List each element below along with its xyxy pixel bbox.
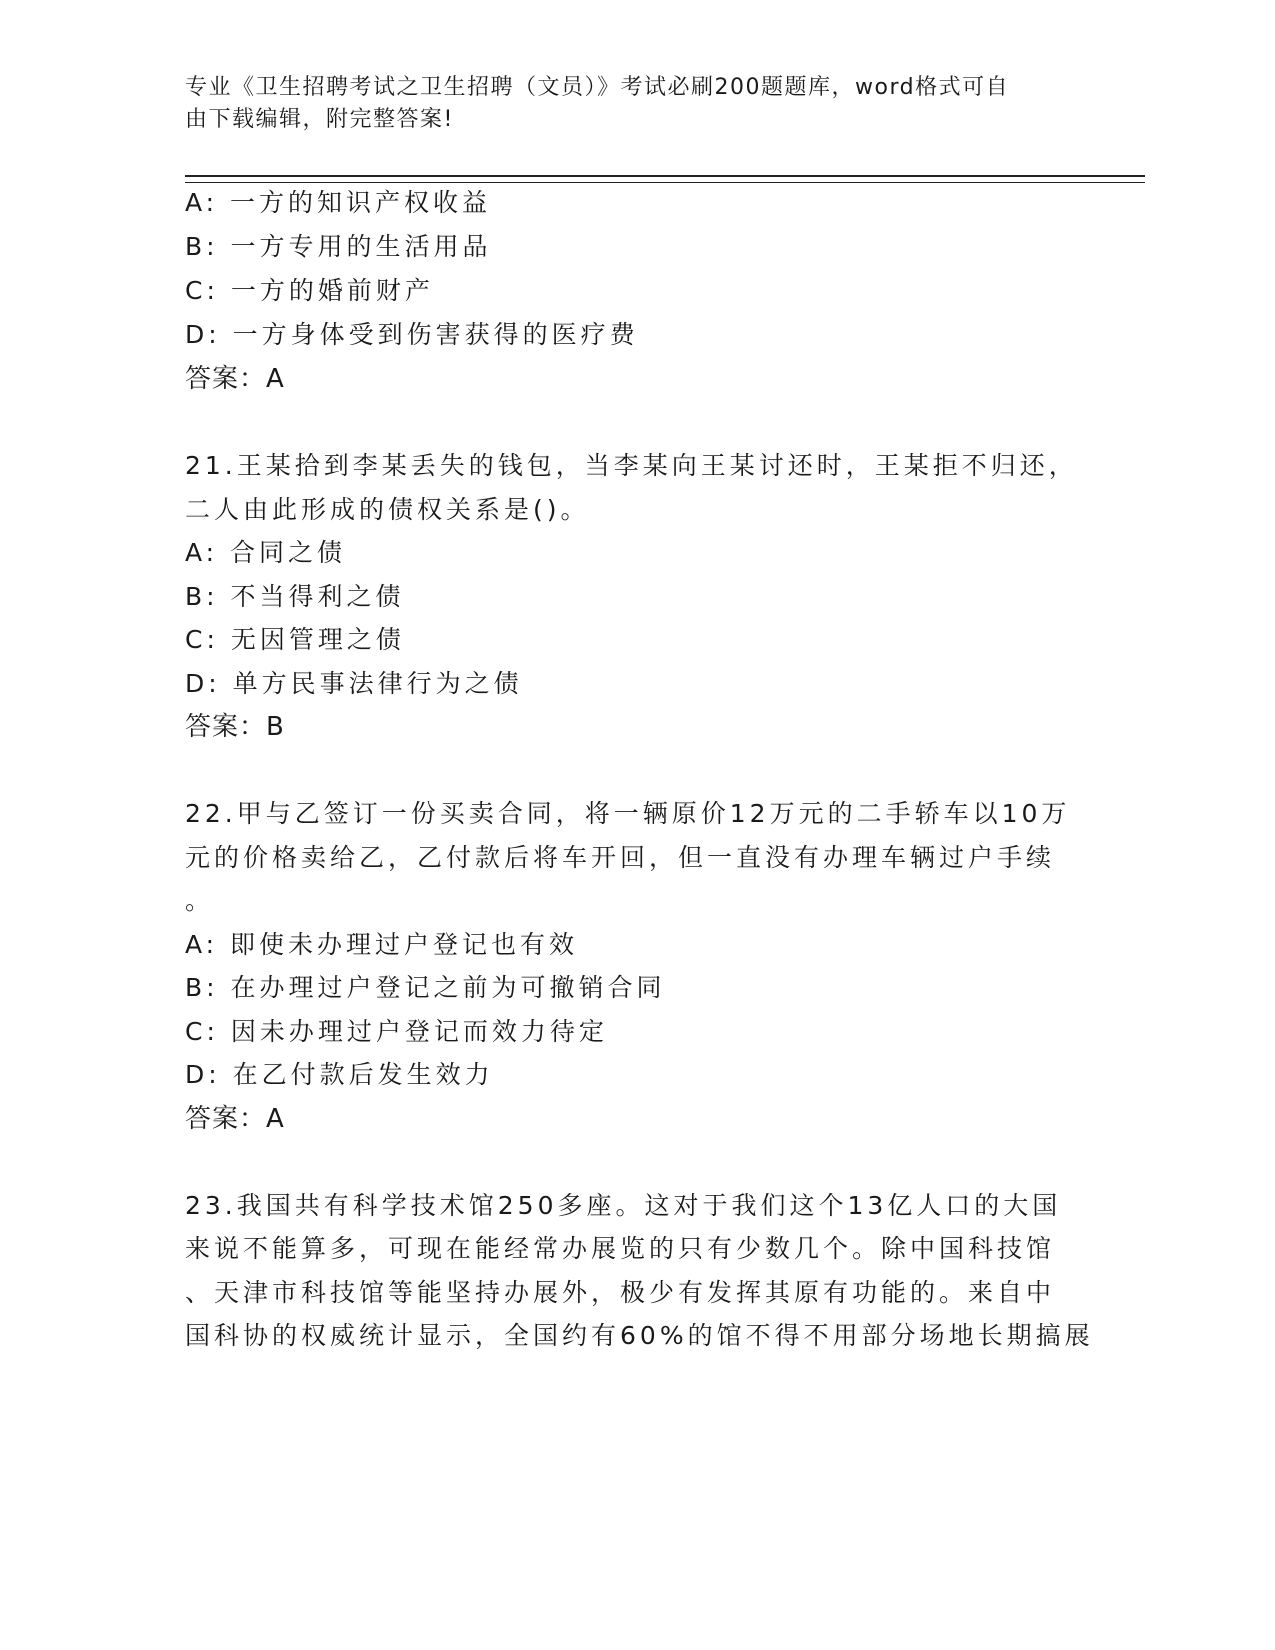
q20-option-d: D: 一方身体受到伤害获得的医疗费 xyxy=(185,320,639,349)
q23-stem-line-3: 、天津市科技馆等能坚持办展外，极少有发挥其原有功能的。来自中 xyxy=(185,1278,1056,1307)
q22-option-d: D: 在乙付款后发生效力 xyxy=(185,1060,494,1089)
header-divider-thin xyxy=(185,182,1145,183)
q21-option-d: D: 单方民事法律行为之债 xyxy=(185,669,523,698)
q20-option-b: B: 一方专用的生活用品 xyxy=(185,232,492,261)
q21-option-b: B: 不当得利之债 xyxy=(185,582,405,611)
q22-stem-line-1: 22.甲与乙签订一份买卖合同，将一辆原价12万元的二手轿车以10万 xyxy=(185,799,1071,828)
q23-stem-line-1: 23.我国共有科学技术馆250多座。这对于我们这个13亿人口的大国 xyxy=(185,1191,1062,1220)
q21-stem-line-2: 二人由此形成的债权关系是()。 xyxy=(185,495,590,524)
q23-stem-line-4: 国科协的权威统计显示，全国约有60%的馆不得不用部分场地长期搞展 xyxy=(185,1321,1094,1350)
q21-answer: 答案：B xyxy=(185,712,285,742)
q21-stem-line-1: 21.王某拾到李某丢失的钱包，当李某向王某讨还时，王某拒不归还， xyxy=(185,451,1078,480)
q22-stem-line-2: 元的价格卖给乙，乙付款后将车开回，但一直没有办理车辆过户手续 xyxy=(185,843,1056,872)
q22-option-b: B: 在办理过户登记之前为可撤销合同 xyxy=(185,973,666,1002)
q22-option-c: C: 因未办理过户登记而效力待定 xyxy=(185,1017,608,1046)
header-line-2: 由下载编辑，附完整答案! xyxy=(185,107,454,132)
q21-option-a: A: 合同之债 xyxy=(185,538,347,567)
header-line-1: 专业《卫生招聘考试之卫生招聘（文员）》考试必刷200题题库，word格式可自 xyxy=(185,75,1010,100)
q20-option-a: A: 一方的知识产权收益 xyxy=(185,188,492,217)
document-header xyxy=(185,72,1065,136)
header-divider-thick xyxy=(185,175,1145,177)
q20-answer: 答案：A xyxy=(185,364,285,394)
q22-option-a: A: 即使未办理过户登记也有效 xyxy=(185,930,579,959)
q22-stem-line-3: 。 xyxy=(185,886,215,915)
q20-option-c: C: 一方的婚前财产 xyxy=(185,276,434,305)
q22-answer: 答案：A xyxy=(185,1104,285,1134)
q23-stem-line-2: 来说不能算多，可现在能经常办展览的只有少数几个。除中国科技馆 xyxy=(185,1234,1056,1263)
q21-option-c: C: 无因管理之债 xyxy=(185,625,405,654)
